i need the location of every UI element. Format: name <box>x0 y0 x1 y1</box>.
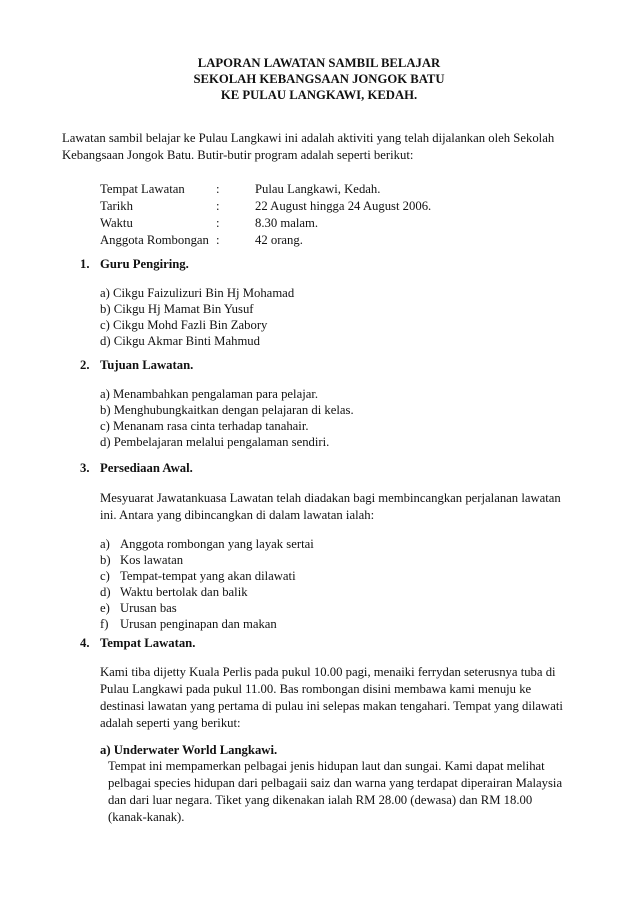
paragraph-line: destinasi lawatan yang pertama di pulau ini selepas makan tengahari. Tempat yang dilawati <box>100 699 563 713</box>
list-item <box>100 584 314 600</box>
paragraph-line: dan dari luar negara. Tiket yang dikenakan ialah RM 28.00 (dewasa) dan RM 18.00 <box>108 793 533 807</box>
section-title: Tujuan Lawatan. <box>100 358 194 372</box>
detail-label: Tarikh <box>100 199 133 213</box>
detail-value: 42 orang. <box>255 233 303 247</box>
item-text: Urusan penginapan dan makan <box>120 617 277 631</box>
detail-colon: : <box>216 233 220 247</box>
item-letter: c) <box>100 569 110 583</box>
paragraph-line: Kami tiba dijetty Kuala Perlis pada pukul 10.00 pagi, menaiki ferrydan seterusnya tuba di <box>100 665 556 679</box>
detail-label: Tempat Lawatan <box>100 182 185 196</box>
program-details <box>100 181 500 249</box>
section-number: 1. <box>80 257 90 271</box>
detail-value: Pulau Langkawi, Kedah. <box>255 182 381 196</box>
intro-line: Lawatan sambil belajar ke Pulau Langkawi ini adalah aktiviti yang telah dijalankan oleh Sekolah <box>62 131 555 145</box>
paragraph-line: pelbagai species hidupan dari pelbagaii saiz dan warna yang terdapat diperairan Malaysia <box>108 776 563 790</box>
list-item: b) Cikgu Hj Mamat Bin Yusuf <box>100 302 254 316</box>
detail-colon: : <box>216 216 220 230</box>
list-item: a) Menambahkan pengalaman para pelajar. <box>100 387 319 401</box>
title-line-2: SEKOLAH KEBANGSAAN JONGOK BATU <box>193 72 445 86</box>
item-letter: a) <box>100 537 110 551</box>
detail-colon: : <box>216 199 220 213</box>
list-item <box>100 536 314 552</box>
detail-row <box>100 181 500 198</box>
detail-value: 22 August hingga 24 August 2006. <box>255 199 432 213</box>
list-item: d) Cikgu Akmar Binti Mahmud <box>100 334 260 348</box>
section-number: 3. <box>80 461 90 475</box>
item-text: Tempat-tempat yang akan dilawati <box>120 569 296 583</box>
preparation-paragraph <box>100 490 585 524</box>
item-letter: e) <box>100 601 110 615</box>
subsection-paragraph <box>108 758 562 826</box>
section-number: 2. <box>80 358 90 372</box>
item-text: Kos lawatan <box>120 553 184 567</box>
item-text: Anggota rombongan yang layak sertai <box>120 537 314 551</box>
list-item <box>100 616 314 632</box>
section-title: Guru Pengiring. <box>100 257 189 271</box>
list-item <box>100 568 314 584</box>
section-title: Tempat Lawatan. <box>100 636 196 650</box>
title-line-1: LAPORAN LAWATAN SAMBIL BELAJAR <box>197 56 441 70</box>
list-item: b) Menghubungkaitkan dengan pelajaran di kelas. <box>100 403 354 417</box>
section-number: 4. <box>80 636 90 650</box>
list-item: a) Cikgu Faizulizuri Bin Hj Mohamad <box>100 286 295 300</box>
list-item <box>100 600 314 616</box>
report-title <box>0 55 638 103</box>
list-item: d) Pembelajaran melalui pengalaman sendiri. <box>100 435 330 449</box>
intro-line: Kebangsaan Jongok Batu. Butir-butir program adalah seperti berikut: <box>62 148 414 162</box>
list-item: c) Menanam rasa cinta terhadap tanahair. <box>100 419 309 433</box>
preparation-list <box>100 536 314 632</box>
visit-paragraph <box>100 664 585 732</box>
section-title: Persediaan Awal. <box>100 461 193 475</box>
section-3-heading <box>80 460 193 476</box>
detail-label: Waktu <box>100 216 133 230</box>
detail-value: 8.30 malam. <box>255 216 319 230</box>
paragraph-line: Tempat ini mempamerkan pelbagai jenis hidupan laut dan sungai. Kami dapat melihat <box>108 759 545 773</box>
detail-row <box>100 232 500 249</box>
item-letter: d) <box>100 585 111 599</box>
item-letter: b) <box>100 553 111 567</box>
intro-paragraph <box>62 130 602 164</box>
section-4-heading <box>80 635 195 651</box>
section-2-heading <box>80 357 193 373</box>
item-letter: f) <box>100 617 109 631</box>
paragraph-line: (kanak-kanak). <box>108 810 185 824</box>
paragraph-line: ini. Antara yang dibincangkan di dalam lawatan ialah: <box>100 508 375 522</box>
detail-colon: : <box>216 182 220 196</box>
list-item: c) Cikgu Mohd Fazli Bin Zabory <box>100 318 268 332</box>
paragraph-line: adalah seperti yang berikut: <box>100 716 241 730</box>
item-text: Waktu bertolak dan balik <box>120 585 248 599</box>
detail-row <box>100 198 500 215</box>
item-text: Urusan bas <box>120 601 177 615</box>
detail-label: Anggota Rombongan <box>100 233 209 247</box>
list-item <box>100 552 314 568</box>
section-1-heading <box>80 256 189 272</box>
objective-list <box>100 386 354 450</box>
title-line-3: KE PULAU LANGKAWI, KEDAH. <box>220 88 418 102</box>
teacher-list <box>100 285 294 349</box>
subsection-title: a) Underwater World Langkawi. <box>100 743 278 757</box>
detail-row <box>100 215 500 232</box>
paragraph-line: Mesyuarat Jawatankuasa Lawatan telah diadakan bagi membincangkan perjalanan lawatan <box>100 491 561 505</box>
paragraph-line: Pulau Langkawi pada pukul 11.00. Bas rombongan disini membawa kami menuju ke <box>100 682 532 696</box>
